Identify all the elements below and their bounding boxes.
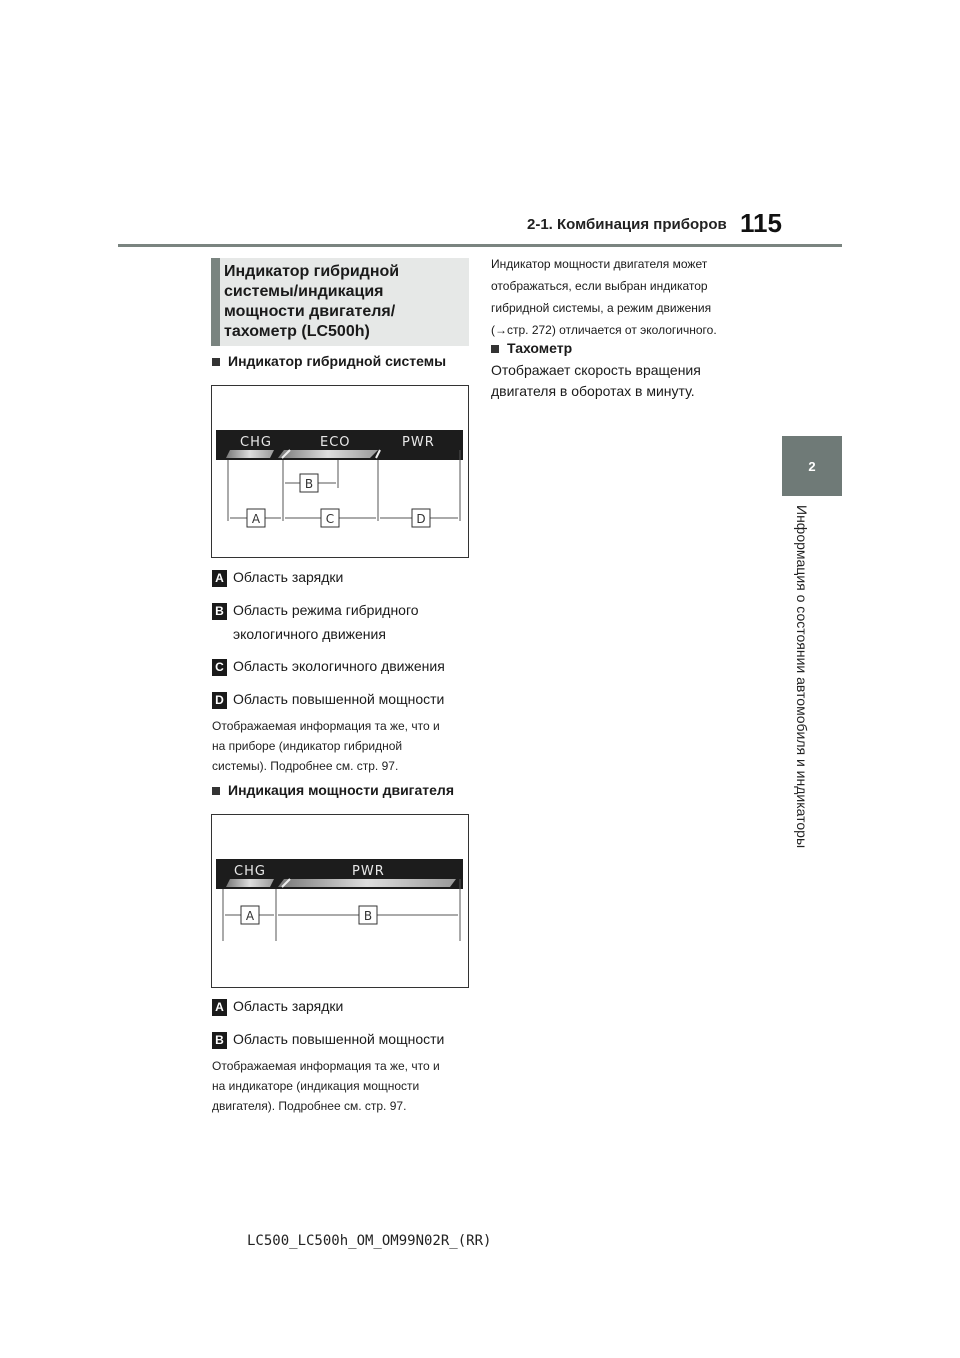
marker-b: B [363, 909, 373, 923]
topic-title [224, 262, 399, 342]
title-line: Индикатор гибридной [224, 263, 400, 280]
legend-text: Область повышенной мощности [233, 1031, 445, 1047]
intro-line: (→стр. 272) отличается от экологичного. [491, 323, 717, 337]
legend-badge: A [212, 999, 227, 1016]
gauge-segment-power [278, 879, 456, 887]
body-line: двигателя в оборотах в минуту. [491, 383, 695, 399]
hybrid-indicator-diagram [211, 385, 469, 558]
legend-badge: A [212, 570, 227, 587]
section-title: 2-1. Комбинация приборов [527, 216, 727, 233]
note-line: на индикаторе (индикация мощности [212, 1079, 420, 1093]
heading-text: Индикатор гибридной системы [228, 353, 447, 369]
legend-text-continued: экологичного движения [233, 626, 386, 642]
gauge-label-chg: CHG [240, 435, 272, 450]
bullet-square-icon [491, 345, 499, 353]
topic-title-box [211, 258, 469, 346]
legend-item-b [212, 602, 419, 620]
gauge-label-eco: ECO [320, 435, 351, 450]
note-line: Отображаемая информация та же, что и [212, 1059, 440, 1073]
intro-line: гибридной системы, а режим движения [491, 301, 712, 315]
gauge-segment-charge [226, 879, 274, 887]
gauge-label-chg: CHG [234, 864, 266, 879]
gauge-segment-eco [278, 450, 378, 458]
legend-item-a [212, 998, 343, 1016]
legend-item-c [212, 658, 445, 676]
title-accent-bar [211, 258, 220, 346]
engine-power-intro [491, 253, 717, 341]
legend-badge: B [212, 1032, 227, 1049]
title-line: системы/индикация [224, 283, 384, 300]
legend-badge: D [212, 692, 227, 709]
hybrid-indicator-heading [212, 353, 446, 369]
gauge-segment-charge [226, 450, 274, 458]
legend-text: Область зарядки [233, 569, 344, 585]
heading-text: Тахометр [507, 340, 573, 356]
legend-text: Область повышенной мощности [233, 691, 445, 707]
tachometer-description [491, 360, 701, 402]
marker-a: A [245, 909, 255, 923]
power-indicator-gauge [212, 815, 468, 987]
marker-b: B [304, 477, 314, 491]
chapter-tab: 2 [782, 436, 842, 496]
marker-a: A [251, 512, 261, 526]
gauge-label-pwr: PWR [402, 435, 435, 450]
chapter-title: Информация о состоянии автомобиля и индикаторы [794, 505, 810, 849]
note-line: Отображаемая информация та же, что и [212, 719, 440, 733]
power-note [212, 1056, 440, 1116]
note-line: на приборе (индикатор гибридной [212, 739, 403, 753]
legend-text: Область экологичного движения [233, 658, 445, 674]
hybrid-note [212, 716, 440, 776]
body-line: Отображает скорость вращения [491, 362, 701, 378]
intro-line: Индикатор мощности двигателя может [491, 257, 708, 271]
legend-item-b [212, 1031, 444, 1049]
heading-text: Индикация мощности двигателя [228, 782, 454, 798]
legend-text: Область режима гибридного [233, 602, 419, 618]
page-number: 115 [740, 208, 782, 238]
marker-d: D [416, 512, 426, 526]
title-line: мощности двигателя/ [224, 303, 396, 320]
legend-badge: B [212, 603, 227, 620]
document-code: LC500_LC500h_OM_OM99N02R_(RR) [247, 1233, 492, 1249]
gauge-label-pwr: PWR [352, 864, 385, 879]
legend-text: Область зарядки [233, 998, 344, 1014]
hybrid-indicator-gauge [212, 386, 468, 557]
note-line: двигателя). Подробнее см. стр. 97. [212, 1099, 407, 1113]
bullet-square-icon [212, 358, 220, 366]
legend-item-a [212, 569, 343, 587]
legend-item-d [212, 691, 444, 709]
bullet-square-icon [212, 787, 220, 795]
legend-badge: C [212, 659, 227, 676]
marker-c: C [325, 512, 335, 526]
power-indicator-diagram [211, 814, 469, 988]
title-line: тахометр (LC500h) [224, 323, 370, 340]
intro-line: отображаться, если выбран индикатор [491, 279, 708, 293]
power-indicator-heading [212, 782, 454, 798]
tachometer-heading [491, 340, 572, 356]
note-line: системы). Подробнее см. стр. 97. [212, 759, 399, 773]
header-rule [118, 244, 842, 247]
